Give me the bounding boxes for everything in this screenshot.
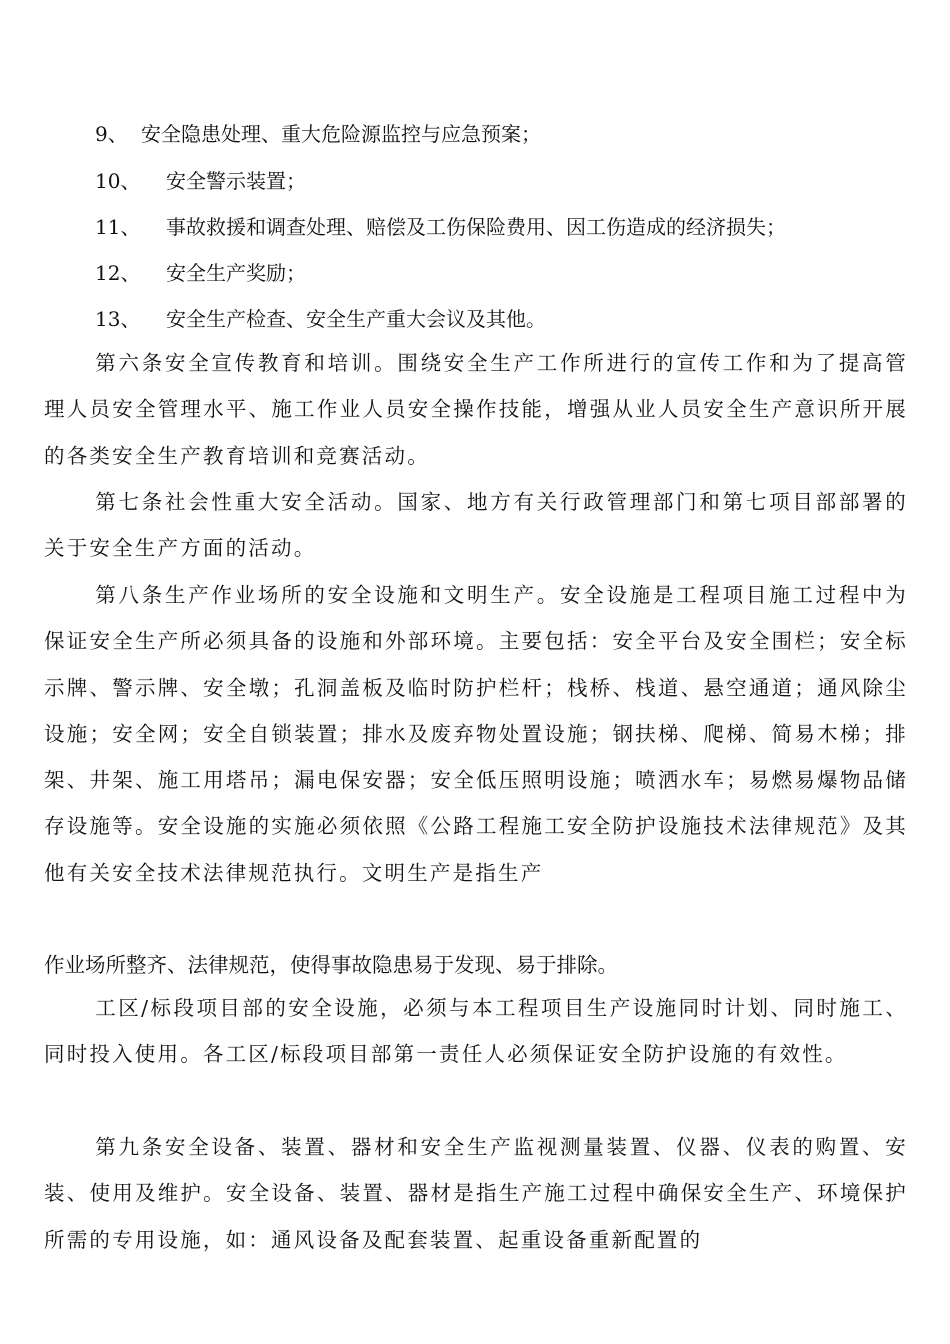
list-item-number: 12、 bbox=[95, 261, 141, 285]
paragraph-site-facilities: 工区/标段项目部的安全设施，必须与本工程项目生产设施同时计划、同时施工、同时投入使用。各工区/标段项目部第一责任人必须保证安全防护设施的有效性。 bbox=[44, 996, 908, 1067]
list-item-number: 9、 bbox=[95, 122, 128, 146]
list-item-number: 13、 bbox=[95, 307, 141, 331]
list-item-text: 安全生产奖励； bbox=[166, 261, 306, 285]
list-item-text: 安全隐患处理、重大危险源监控与应急预案； bbox=[141, 122, 541, 146]
list-item-number: 10、 bbox=[95, 169, 141, 193]
list-item bbox=[95, 166, 306, 196]
list-item-text: 事故救援和调查处理、赔偿及工伤保险费用、因工伤造成的经济损失； bbox=[166, 215, 786, 239]
list-item bbox=[95, 119, 541, 149]
list-item-text: 安全警示装置； bbox=[166, 169, 306, 193]
list-item-number: 11、 bbox=[95, 215, 141, 239]
list-item bbox=[95, 212, 786, 242]
list-item bbox=[95, 258, 306, 288]
paragraph-article-8-continued: 作业场所整齐、法律规范，使得事故隐患易于发现、易于排除。 bbox=[44, 953, 618, 977]
list-item-text: 安全生产检查、安全生产重大会议及其他。 bbox=[166, 307, 546, 331]
paragraph-article-9: 第九条安全设备、装置、器材和安全生产监视测量装置、仪器、仪表的购置、安装、使用及维护。安全设备、装置、器材是指生产施工过程中确保安全生产、环境保护所需的专用设施，如：通风设备及配套装置、起重设备重新配置的 bbox=[44, 1135, 908, 1252]
paragraph-article-6: 第六条安全宣传教育和培训。围绕安全生产工作所进行的宣传工作和为了提高管理人员安全管理水平、施工作业人员安全操作技能，增强从业人员安全生产意识所开展的各类安全生产教育培训和竞赛活动。 bbox=[44, 351, 908, 468]
paragraph-article-7: 第七条社会性重大安全活动。国家、地方有关行政管理部门和第七项目部部署的关于安全生产方面的活动。 bbox=[44, 490, 908, 561]
paragraph-article-8: 第八条生产作业场所的安全设施和文明生产。安全设施是工程项目施工过程中为保证安全生产所必须具备的设施和外部环境。主要包括：安全平台及安全围栏；安全标示牌、警示牌、安全墩；孔洞盖板及临时防护栏杆；栈桥、栈道、悬空通道；通风除尘设施；安全网；安全自锁装置；排水及废弃物处置设施；钢扶梯、爬梯、简易木梯；排架、井架、施工用塔吊；漏电保安器；安全低压照明设施；喷洒水车；易燃易爆物品储存设施等。安全设施的实施必须依照《公路工程施工安全防护设施技术法律规范》及其他有关安全技术法律规范执行。文明生产是指生产 bbox=[44, 583, 908, 885]
list-item bbox=[95, 304, 546, 334]
